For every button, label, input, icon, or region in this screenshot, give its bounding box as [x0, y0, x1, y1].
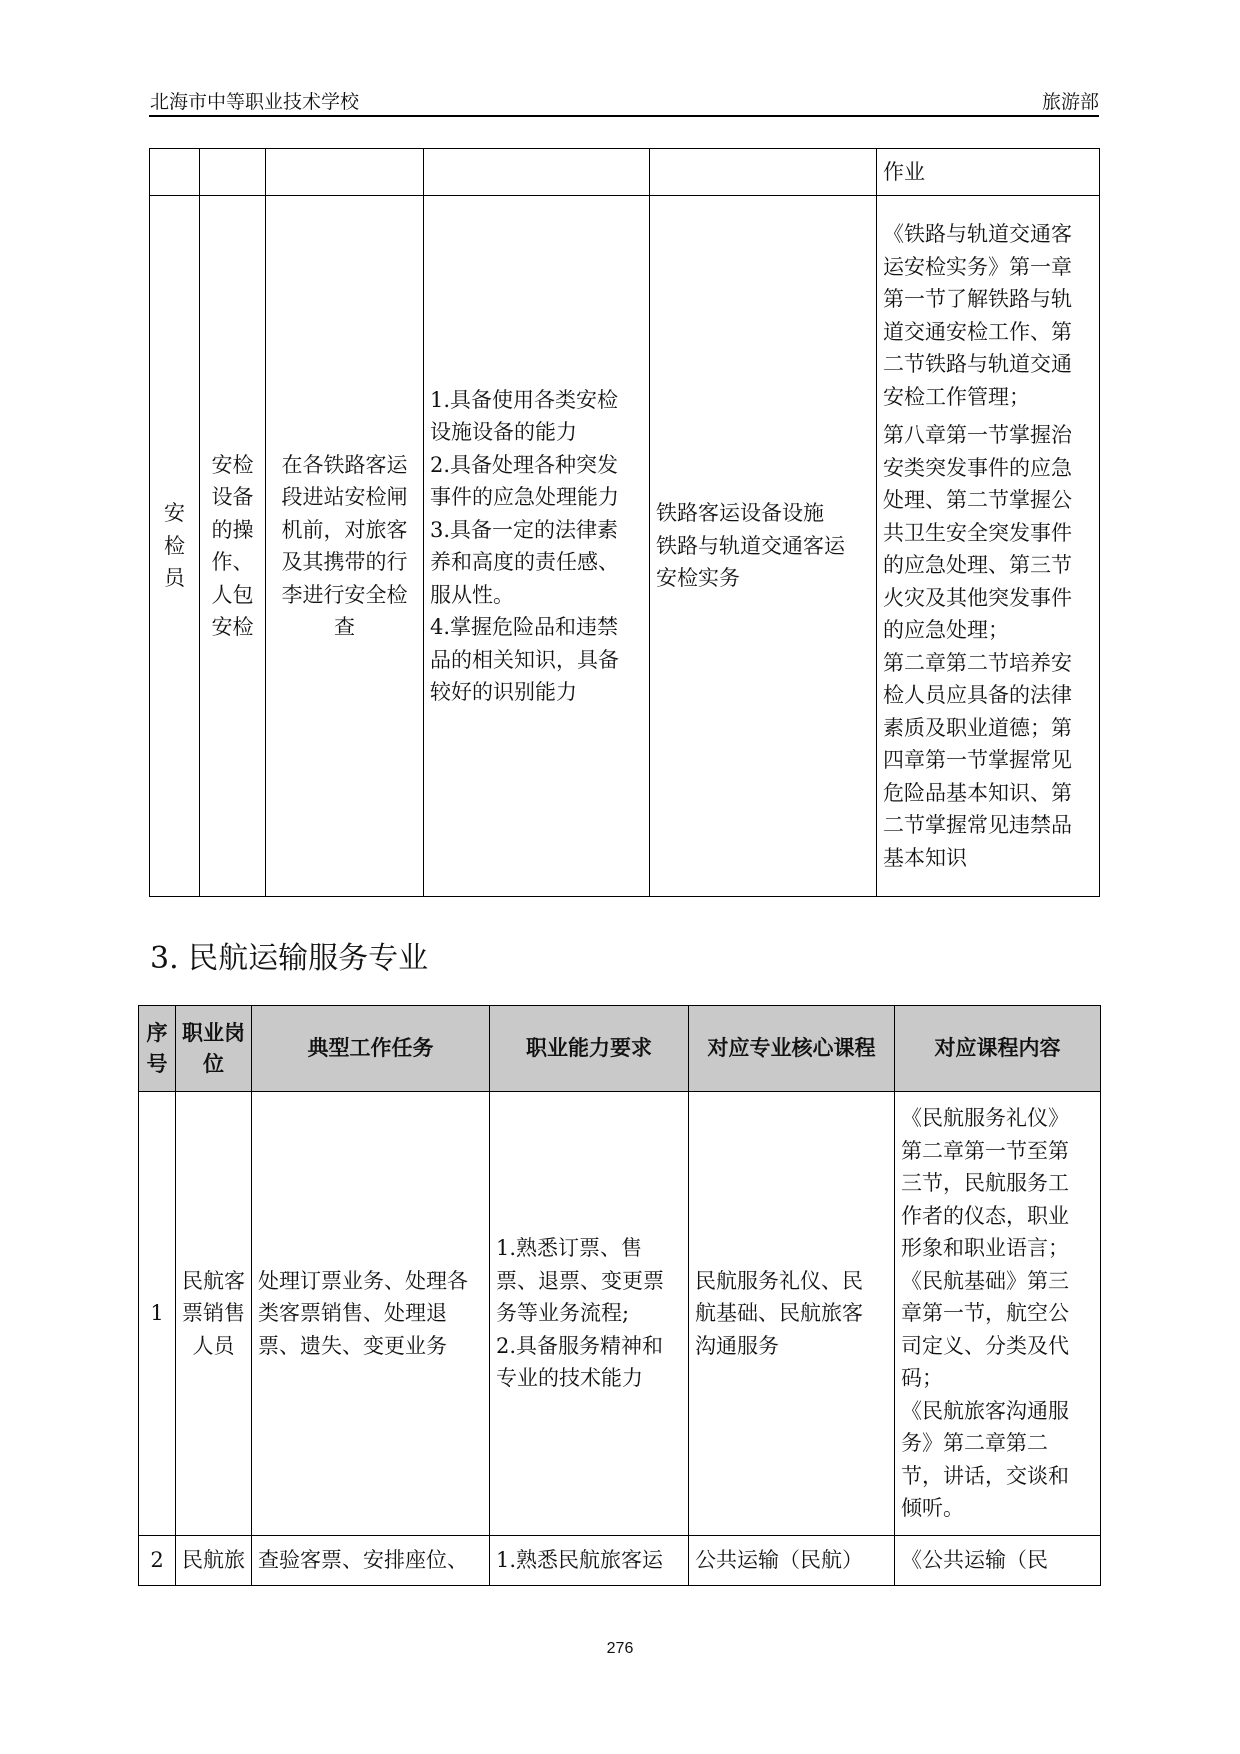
- no-cell: 1: [139, 1092, 176, 1536]
- table-cell: [200, 149, 266, 196]
- courses-cell: 公共运输（民航）: [689, 1536, 895, 1586]
- header-school: 北海市中等职业技术学校: [150, 91, 360, 113]
- table-row: [150, 149, 1100, 196]
- table-cell: [266, 149, 424, 196]
- abilities-cell: 1.熟悉民航旅客运: [490, 1536, 689, 1586]
- header-divider: [149, 115, 1099, 117]
- table-header-row: [139, 1006, 1101, 1092]
- table-cell: 作业: [877, 149, 1100, 196]
- civil-aviation-table: [138, 1005, 1101, 1586]
- page-number: 276: [606, 1640, 634, 1657]
- no-cell: 2: [139, 1536, 176, 1586]
- courses-cell: 铁路客运设备设施 铁路与轨道交通客运 安检实务: [650, 196, 877, 897]
- table-cell: [424, 149, 650, 196]
- position-cell: 民航客 票销售 人员: [176, 1092, 252, 1536]
- column-header: 职业岗 位: [176, 1006, 252, 1092]
- table-row: [139, 1092, 1101, 1536]
- content-cell: 《公共运输（民: [895, 1536, 1101, 1586]
- tasks-cell: 处理订票业务、处理各 类客票销售、处理退 票、遗失、变更业务: [252, 1092, 490, 1536]
- railway-security-table: [149, 148, 1100, 897]
- column-header: 典型工作任务: [252, 1006, 490, 1092]
- abilities-cell: 1.具备使用各类安检 设施设备的能力 2.具备处理各种突发 事件的应急处理能力 3.具备一定的法律素 养和高度的责任感、 服从性。 4.掌握危险品和违禁 品的相关知识，具备 较好的识别能力: [424, 196, 650, 897]
- content-paragraph: 第八章第一节掌握治 安类突发事件的应急 处理、第二节掌握公 共卫生安全突发事件 的应急处理、第三节 火灾及其他突发事件 的应急处理； 第二章第二节培养安 检人员应具备的法律 素质及职业道德；第 四章第一节掌握常见 危险品基本知识、第 二节掌握常见违禁品 基本知识: [883, 423, 1072, 870]
- abilities-cell: 1.熟悉订票、售 票、退票、变更票 务等业务流程; 2.具备服务精神和 专业的技术能力: [490, 1092, 689, 1536]
- table-cell: [150, 149, 200, 196]
- content-paragraph: 《铁路与轨道交通客 运安检实务》第一章 第一节了解铁路与轨 道交通安检工作、第 二节铁路与轨道交通 安检工作管理；: [883, 222, 1072, 409]
- table-row: [139, 1536, 1101, 1586]
- task-cell: 安检 设备 的操 作、 人包 安检: [200, 196, 266, 897]
- table-cell: [650, 149, 877, 196]
- column-header: 对应专业核心课程: [689, 1006, 895, 1092]
- column-header: 职业能力要求: [490, 1006, 689, 1092]
- description-cell: 在各铁路客运 段进站安检闸 机前，对旅客 及其携带的行 李进行安全检 查: [266, 196, 424, 897]
- content-cell: [877, 196, 1100, 897]
- section-title: 3. 民航运输服务专业: [150, 941, 429, 976]
- column-header: 序 号: [139, 1006, 176, 1092]
- header-department: 旅游部: [1041, 91, 1099, 113]
- courses-cell: 民航服务礼仪、民 航基础、民航旅客 沟通服务: [689, 1092, 895, 1536]
- tasks-cell: 查验客票、安排座位、: [252, 1536, 490, 1586]
- content-cell: 《民航服务礼仪》 第二章第一节至第 三节，民航服务工 作者的仪态，职业 形象和职业语言； 《民航基础》第三 章第一节，航空公 司定义、分类及代 码； 《民航旅客沟通服 务》第二章第二 节，讲话，交谈和 倾听。: [895, 1092, 1101, 1536]
- column-header: 对应课程内容: [895, 1006, 1101, 1092]
- position-cell: 民航旅: [176, 1536, 252, 1586]
- position-cell: 安 检 员: [150, 196, 200, 897]
- table-row: [150, 196, 1100, 897]
